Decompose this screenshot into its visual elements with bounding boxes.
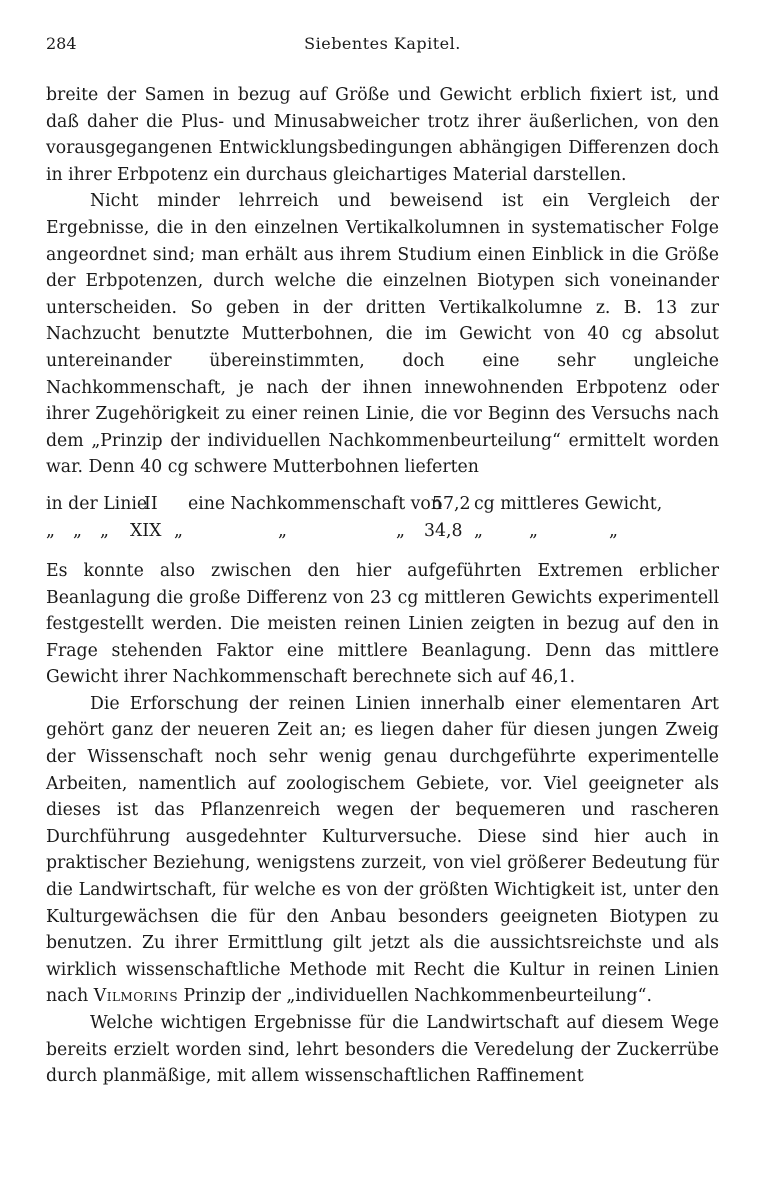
ditto-mark: „ [174,521,183,542]
author-name: Vilmorins [93,986,179,1007]
ditto-mark: „ [46,521,55,542]
paragraph-3: Es konnte also zwischen den hier aufgeführten Extremen erblicher Beanlagung die große Differenz von 23 cg mittleren Gewichts experimentell festgestellt werden. Die meisten reinen Linien zeigten in bezug auf den in Frage stehenden Faktor eine mittlere Beanlagung. Denn das mittlere Gewicht ihrer Nachkommenschaft berechnete sich auf 46,1. [46,560,719,688]
ditto-mark: „ [396,521,405,542]
page-number: 284 [46,34,77,53]
paragraph-5: Welche wichtigen Ergebnisse für die Landwirtschaft auf diesem Wege bereits erzielt worden sind, lehrt besonders die Veredelung der Zuckerrübe durch planmäßige, mit allem wissenschaftlichen Raffinement [46,1013,719,1087]
row-value: 57,2 [432,493,471,514]
row-unit: cg mittleres Gewicht, [474,493,663,514]
row-lead: in der Linie [46,493,148,514]
ditto-mark: „ [529,521,538,542]
paragraph-4 [46,691,719,1010]
lines-row-xix [46,518,719,546]
row-value: 34,8 [424,521,463,542]
lines-row-ii [46,491,719,519]
row-line-number: XIX [130,521,162,542]
paragraph-4-end: Prinzip der „individuellen Nachkommenbeurteilung“. [178,986,652,1007]
ditto-mark: „ [474,521,483,542]
paragraph-1: breite der Samen in bezug auf Größe und Gewicht erblich fixiert ist, und daß daher die Plus- und Minusabweicher trotz ihrer äußerlichen, von den vorausgegangenen Entwicklungsbedingungen abhängigen Differenzen doch in ihrer Erbpotenz ein durchaus gleichartiges Material darstellen. [46,85,719,185]
paragraph-4-text: Die Erforschung der reinen Linien innerhalb einer elementaren Art gehört ganz der neueren Zeit an; es liegen daher für diesen jungen Zweig der Wissenschaft noch sehr wenig genau durchgeführte experimentelle Arbeiten, namentlich auf zoologischem Gebiete, vor. Viel geeigneter als dieses ist das Pflanzenreich wegen der bequemeren und rascheren Durchführung ausgedehnter Kulturversuche. Diese sind hier auch in praktischer Beziehung, wenigstens zurzeit, von viel größerer Bedeutung für die Landwirtschaft, für welche es von der größten Wichtigkeit ist, unter den Kulturgewächsen die für den Anbau besonders geeigneten Biotypen zu benutzen. Zu ihrer Ermittlung gilt jetzt als die aussichtsreichste und als wirklich wissenschaftliche Methode mit Recht die Kultur in reinen Linien nach [46,693,719,1007]
running-head: Siebentes Kapitel. [304,34,461,53]
ditto-mark: „ [100,521,109,542]
row-text: eine Nachkommenschaft von [188,493,442,514]
lines-comparison [46,491,719,546]
ditto-mark: „ [278,521,287,542]
ditto-mark: „ [609,521,618,542]
page-header [46,34,719,60]
ditto-mark: „ [73,521,82,542]
row-line-number: II [144,493,158,514]
body-text [46,82,719,1090]
paragraph-2: Nicht minder lehrreich und beweisend ist ein Vergleich der Ergebnisse, die in den einzelnen Vertikalkolumnen in systematischer Folge angeordnet sind; man erhält aus ihrem Studium einen Einblick in die Größe der Erbpotenzen, durch welche die einzelnen Biotypen sich voneinander unterscheiden. So geben in der dritten Vertikalkolumne z. B. 13 zur Nachzucht benutzte Mutterbohnen, die im Gewicht von 40 cg absolut untereinander übereinstimmten, doch eine sehr ungleiche Nachkommenschaft, je nach der ihnen innewohnenden Erbpotenz oder ihrer Zugehörigkeit zu einer reinen Linie, die vor Beginn des Versuchs nach dem „Prinzip der individuellen Nachkommenbeurteilung“ ermittelt worden war. Denn 40 cg schwere Mutterbohnen lieferten [46,191,719,478]
